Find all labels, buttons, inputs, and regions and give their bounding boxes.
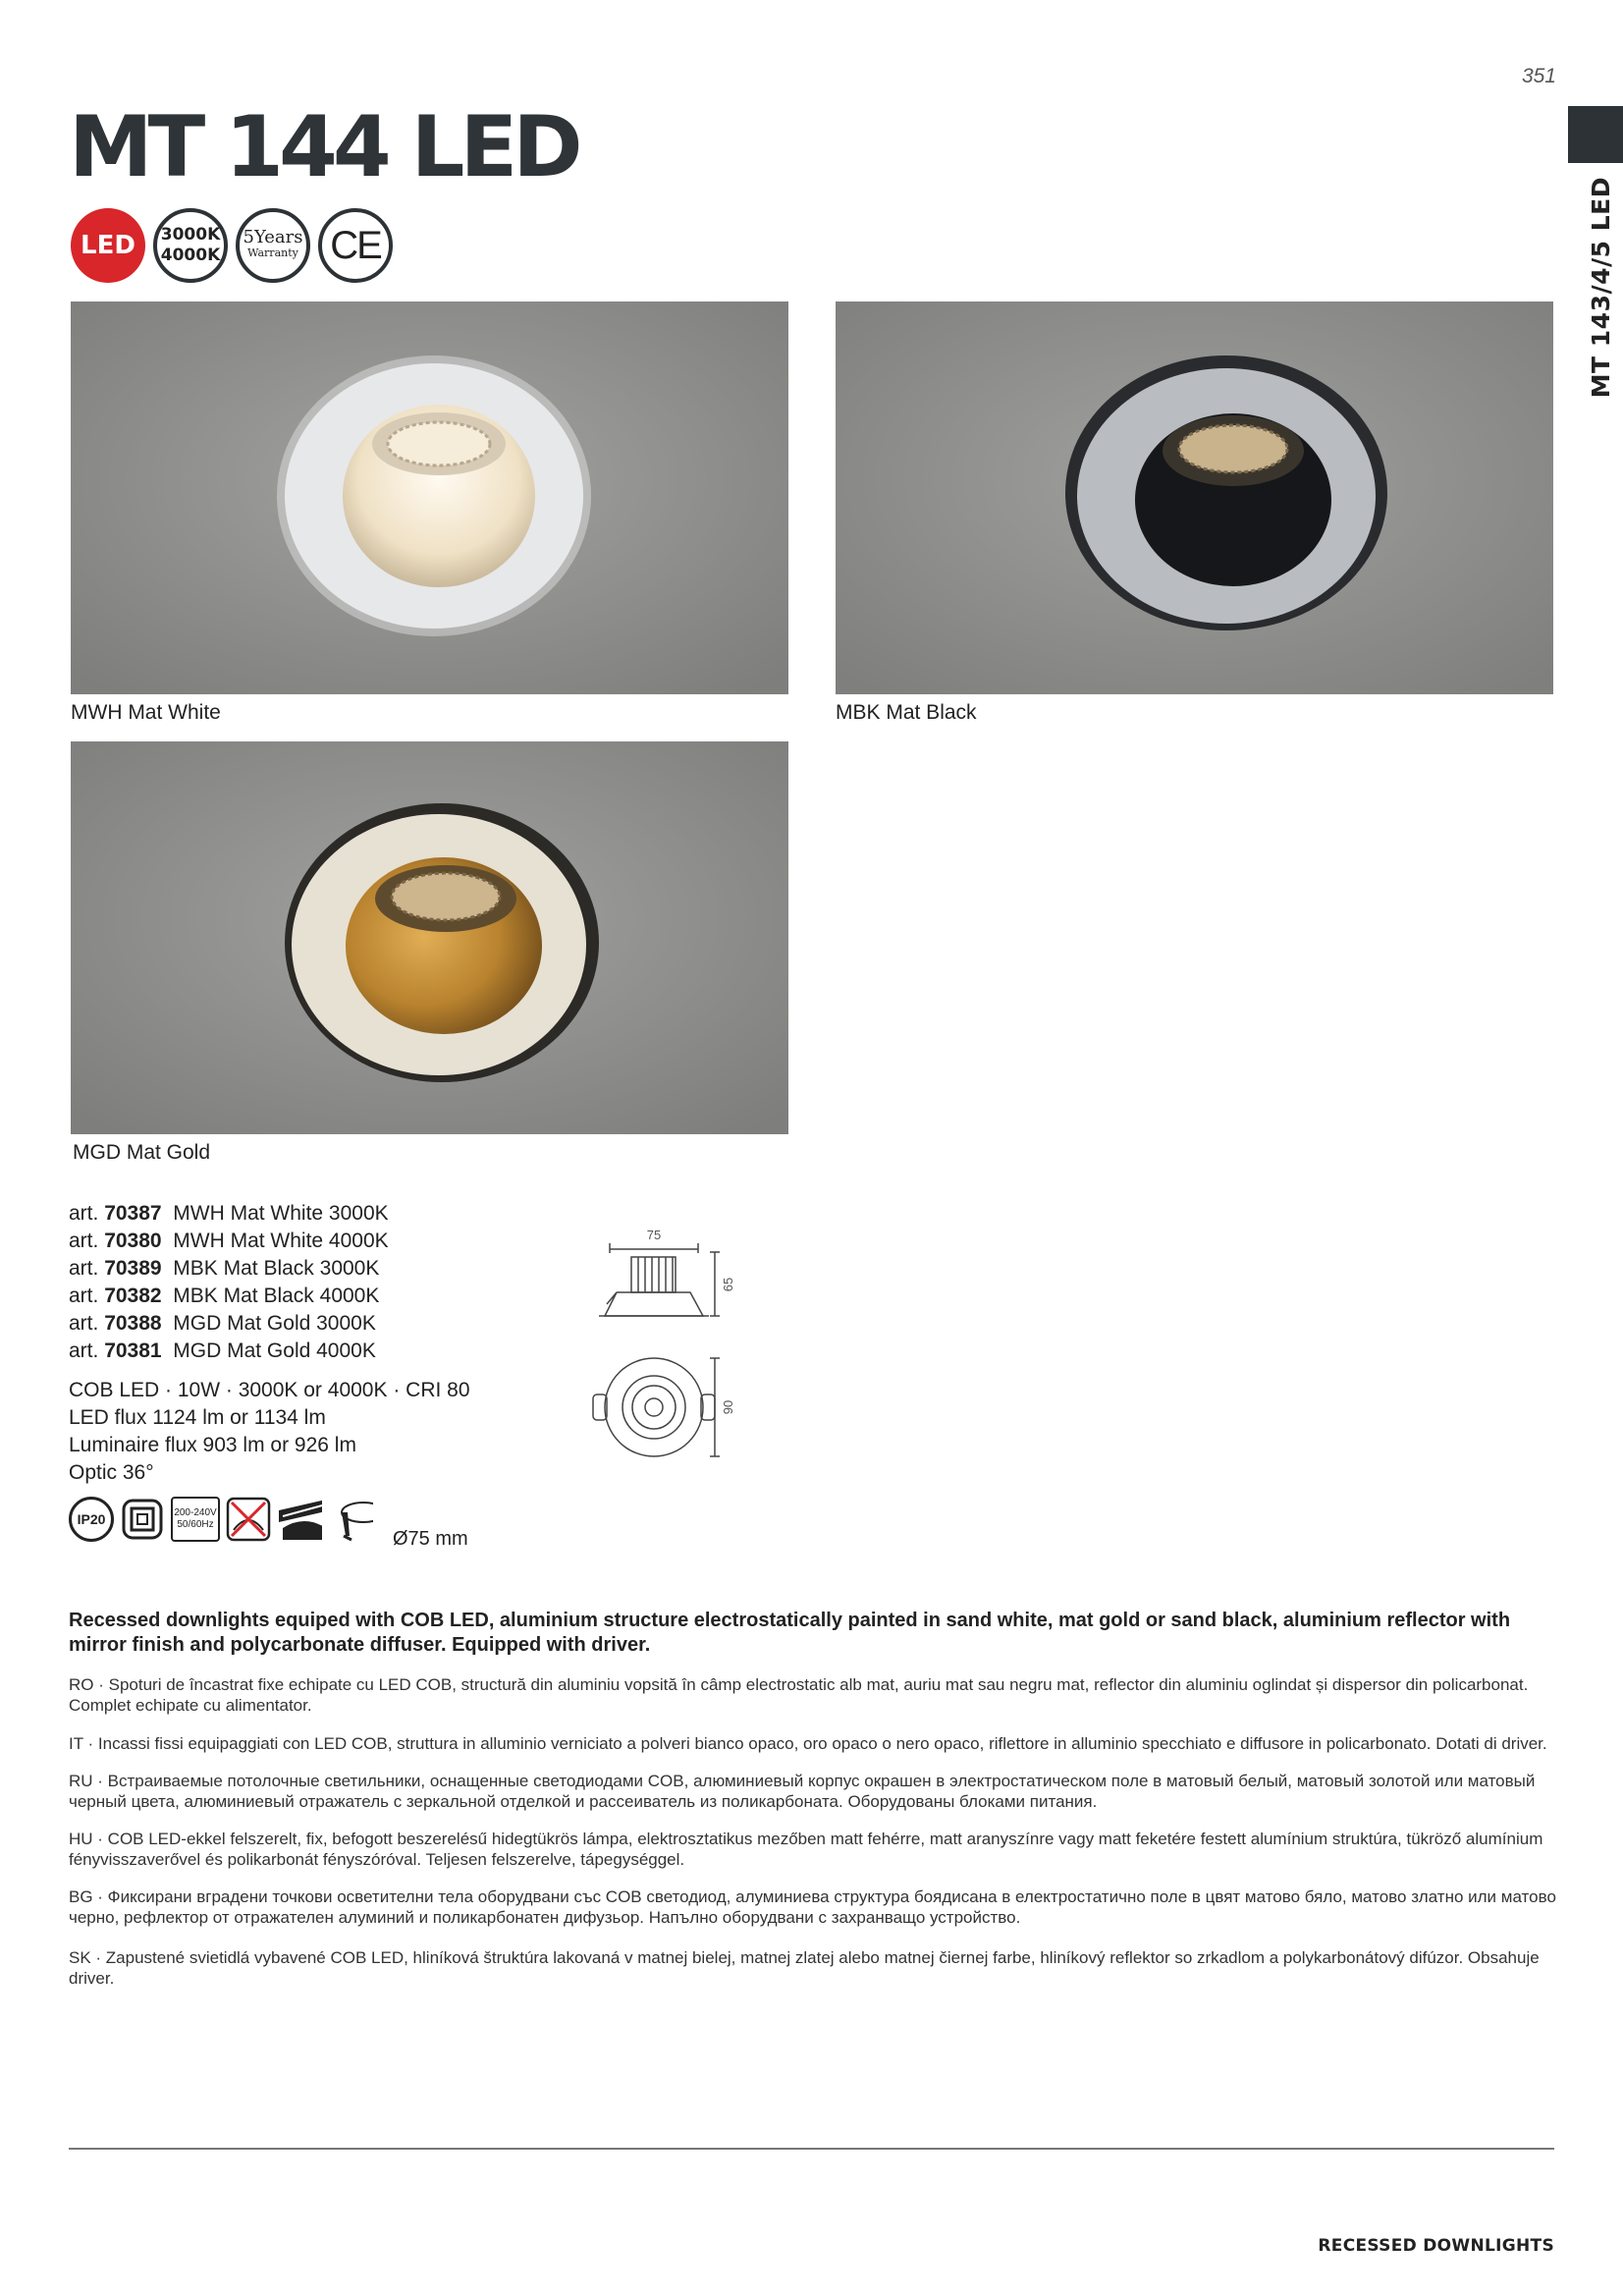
class-ii-icon — [120, 1497, 165, 1542]
downlight-black-image — [836, 301, 1553, 694]
no-insulation-cover-icon — [226, 1497, 271, 1542]
description-ro: RO · Spoturi de încastrat fixe echipate cu LED COB, structură din aluminiu vopsită în câmp electrostatic alb mat, auriu mat sau negru mat, reflector din aluminiu oglindat și dispersor din policarbonat. Complet echipate cu alimentator. — [69, 1675, 1529, 1715]
warranty-badge — [236, 208, 310, 283]
cutout-saw-icon — [328, 1497, 373, 1542]
caption-mat-gold: MGD Mat Gold — [73, 1141, 211, 1164]
downlight-gold-image — [71, 741, 788, 1134]
technical-drawing — [577, 1218, 764, 1473]
article-row: art. 70380 MWH Mat White 4000K — [69, 1230, 389, 1252]
cct-3000k: 3000K — [160, 225, 221, 245]
footer-section-name: RECESSED DOWNLIGHTS — [1318, 2236, 1554, 2256]
downlight-white-image — [71, 301, 788, 694]
description-ru: RU · Встраиваемые потолочные светильники, оснащенные светодиодами COB, алюминиевый корпус окрашен в электростатическом поле в матовый белый, матовый золотой или матовый черный цвета, алюминиевый отражатель с зеркальной отделкой и рассеиватель из поликарбоната. Оборудованы блоками питания. — [69, 1772, 1536, 1811]
section-label: MT 143/4/5 LED — [1587, 177, 1615, 399]
section-tab — [1568, 106, 1623, 163]
footer-divider — [69, 2148, 1554, 2150]
product-title: MT 144 LED — [69, 98, 578, 196]
warranty-years: 5Years — [243, 227, 303, 247]
dimension-height: 65 — [721, 1277, 735, 1292]
article-row: art. 70382 MBK Mat Black 4000K — [69, 1285, 380, 1307]
description-sk: SK · Zapustené svietidlá vybavené COB LED, hliníková štruktúra lakovaná v matnej bielej, matnej zlatej alebo matnej čiernej farbe, hliníkový reflektor so zrkadlom a polykarbonátový difúzor. Obsahuje driver. — [69, 1948, 1540, 1988]
caption-mat-black: MBK Mat Black — [836, 701, 977, 724]
description-hu: HU · COB LED-ekkel felszerelt, fix, befogott beszerelésű hidegtükrös lámpa, elektrosztatikus mezőben matt fehérre, matt aranyszínre vagy matt feketére festett alumínium struktúra, tükröző alumínium fényvisszaverővel és polikarbonát fényszóróval. Teljesen felszerelve, tápegységgel. — [69, 1830, 1543, 1869]
spec-line: Luminaire flux 903 lm or 926 lm — [69, 1434, 356, 1456]
cutout-diameter: Ø75 mm — [393, 1528, 468, 1550]
photo-mat-black — [836, 301, 1553, 694]
voltage-icon: 200-240V 50/60Hz — [171, 1497, 220, 1542]
description-it: IT · Incassi fissi equipaggiati con LED COB, struttura in alluminio verniciato a polveri bianco opaco, oro opaco o nero opaco, riflettore in alluminio specchiato e diffusore in policarbonato. Dotati di driver. — [69, 1734, 1547, 1753]
description-english: Recessed downlights equiped with COB LED, aluminium structure electrostatically painted in sand white, mat gold or sand black, aluminium reflector with mirror finish and polycarbonate diffuser. Equipped with driver. — [69, 1610, 1511, 1656]
article-row: art. 70389 MBK Mat Black 3000K — [69, 1257, 380, 1280]
article-row: art. 70388 MGD Mat Gold 3000K — [69, 1312, 376, 1335]
article-row: art. 70387 MWH Mat White 3000K — [69, 1202, 389, 1225]
recessed-mount-icon — [277, 1497, 322, 1542]
caption-mat-white: MWH Mat White — [71, 701, 221, 724]
spec-line: LED flux 1124 lm or 1134 lm — [69, 1406, 326, 1429]
spec-line: COB LED · 10W · 3000K or 4000K · CRI 80 — [69, 1379, 470, 1401]
photo-mat-white — [71, 301, 788, 694]
article-list — [69, 1200, 389, 1365]
feature-icons — [69, 1497, 373, 1542]
dimension-depth: 90 — [721, 1399, 735, 1415]
photo-mat-gold — [71, 741, 788, 1134]
description-bg: BG · Фиксирани вградени точкови осветителни тела оборудвани със COB светодиод, алуминиева структура боядисана в електростатично поле в цвят матово бяло, матово златно или матово черно, рефлектор от отражателен алуминий и поликарбонатен дифузьор. Напълно оборудвани с захранващо устройство. — [69, 1887, 1556, 1927]
article-row: art. 70381 MGD Mat Gold 4000K — [69, 1339, 376, 1362]
spec-line: Optic 36° — [69, 1461, 154, 1484]
warranty-label: Warranty — [247, 246, 298, 259]
dimension-width: 75 — [646, 1228, 662, 1242]
certification-badges — [71, 208, 393, 283]
specifications — [69, 1377, 470, 1487]
color-temperature-badge — [153, 208, 228, 283]
led-badge: LED — [71, 208, 145, 283]
ip20-icon: IP20 — [69, 1497, 114, 1542]
page-number: 351 — [1521, 65, 1556, 87]
cct-4000k: 4000K — [160, 246, 221, 265]
ce-mark-badge: CE — [318, 208, 393, 283]
